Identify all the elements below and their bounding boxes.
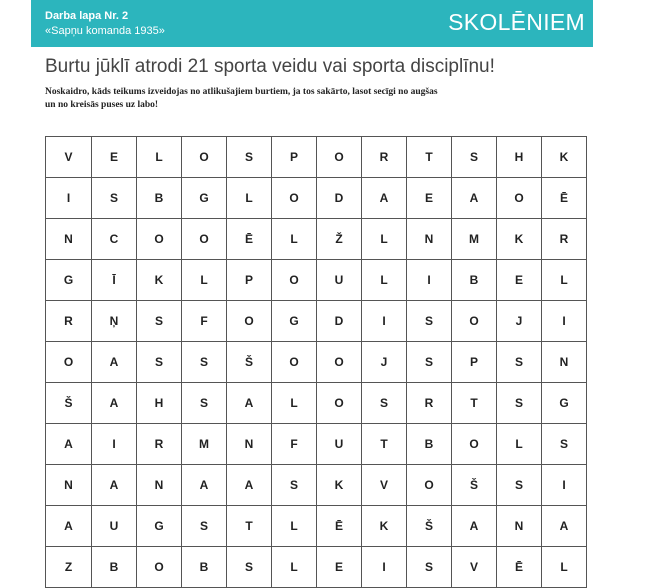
grid-cell: I	[362, 547, 407, 588]
grid-cell: L	[137, 137, 182, 178]
instructions-line-1: Noskaidro, kāds teikums izveidojas no atlikušajiem burtiem, ja tos sakārto, lasot secīgi no augšas	[45, 87, 438, 97]
grid-cell: U	[317, 260, 362, 301]
grid-cell: B	[182, 547, 227, 588]
grid-cell: A	[452, 178, 497, 219]
grid-cell: I	[46, 178, 92, 219]
grid-cell: J	[362, 342, 407, 383]
grid-cell: Ņ	[92, 301, 137, 342]
grid-cell: R	[137, 424, 182, 465]
worksheet-number: Darba lapa Nr. 2	[45, 10, 129, 22]
grid-cell: T	[452, 383, 497, 424]
grid-cell: B	[407, 424, 452, 465]
grid-cell: N	[46, 219, 92, 260]
grid-cell: O	[317, 383, 362, 424]
grid-cell: O	[137, 219, 182, 260]
grid-cell: Š	[46, 383, 92, 424]
grid-cell: O	[452, 301, 497, 342]
grid-cell: A	[46, 506, 92, 547]
grid-cell: I	[92, 424, 137, 465]
grid-cell: Ž	[317, 219, 362, 260]
page-title: Burtu jūklī atrodi 21 sporta veidu vai sporta disciplīnu!	[45, 56, 495, 77]
grid-cell: R	[542, 219, 587, 260]
grid-row	[46, 506, 587, 547]
grid-cell: S	[407, 342, 452, 383]
grid-cell: S	[92, 178, 137, 219]
grid-cell: G	[182, 178, 227, 219]
grid-cell: G	[137, 506, 182, 547]
grid-cell: S	[497, 383, 542, 424]
grid-cell: G	[46, 260, 92, 301]
grid-row	[46, 219, 587, 260]
grid-cell: R	[362, 137, 407, 178]
grid-cell: Ē	[497, 547, 542, 588]
grid-cell: O	[452, 424, 497, 465]
grid-cell: T	[407, 137, 452, 178]
grid-cell: O	[272, 260, 317, 301]
grid-cell: B	[92, 547, 137, 588]
section-label: SKOLĒNIEM	[448, 9, 585, 35]
grid-cell: B	[137, 178, 182, 219]
grid-cell: S	[182, 342, 227, 383]
grid-cell: I	[542, 465, 587, 506]
instructions-line-2: un no kreisās puses uz labo!	[45, 99, 159, 110]
grid-cell: B	[452, 260, 497, 301]
word-search-grid	[45, 136, 587, 588]
grid-cell: O	[182, 219, 227, 260]
grid-cell: I	[407, 260, 452, 301]
grid-cell: H	[497, 137, 542, 178]
grid-cell: S	[407, 547, 452, 588]
grid-cell: N	[137, 465, 182, 506]
grid-cell: L	[227, 178, 272, 219]
grid-cell: A	[362, 178, 407, 219]
grid-cell: S	[362, 383, 407, 424]
grid-cell: A	[227, 383, 272, 424]
grid-cell: A	[92, 383, 137, 424]
grid-cell: S	[137, 301, 182, 342]
grid-cell: O	[137, 547, 182, 588]
grid-cell: S	[497, 342, 542, 383]
grid-cell: S	[272, 465, 317, 506]
grid-cell: P	[227, 260, 272, 301]
grid-cell: L	[362, 219, 407, 260]
grid-cell: P	[272, 137, 317, 178]
grid-cell: N	[542, 342, 587, 383]
grid-cell: J	[497, 301, 542, 342]
grid-cell: V	[452, 547, 497, 588]
grid-cell: Š	[452, 465, 497, 506]
grid-cell: P	[452, 342, 497, 383]
grid-cell: L	[497, 424, 542, 465]
grid-row	[46, 260, 587, 301]
grid-cell: S	[227, 547, 272, 588]
grid-cell: F	[182, 301, 227, 342]
grid-cell: V	[362, 465, 407, 506]
grid-cell: N	[497, 506, 542, 547]
grid-cell: T	[227, 506, 272, 547]
grid-cell: F	[272, 424, 317, 465]
grid-row	[46, 383, 587, 424]
grid-row	[46, 424, 587, 465]
grid-cell: K	[362, 506, 407, 547]
grid-cell: O	[272, 342, 317, 383]
grid-cell: L	[542, 547, 587, 588]
grid-cell: N	[407, 219, 452, 260]
grid-cell: O	[227, 301, 272, 342]
grid-cell: I	[542, 301, 587, 342]
grid-cell: U	[92, 506, 137, 547]
grid-cell: E	[407, 178, 452, 219]
grid-cell: Š	[407, 506, 452, 547]
grid-cell: O	[272, 178, 317, 219]
grid-cell: O	[46, 342, 92, 383]
grid-cell: E	[317, 547, 362, 588]
grid-cell: L	[272, 219, 317, 260]
grid-cell: C	[92, 219, 137, 260]
grid-cell: K	[542, 137, 587, 178]
grid-row	[46, 547, 587, 588]
grid-cell: L	[272, 383, 317, 424]
grid-cell: L	[362, 260, 407, 301]
grid-cell: S	[137, 342, 182, 383]
grid-cell: Ē	[317, 506, 362, 547]
grid-cell: A	[182, 465, 227, 506]
grid-row	[46, 465, 587, 506]
grid-cell: K	[137, 260, 182, 301]
grid-cell: T	[362, 424, 407, 465]
grid-cell: S	[182, 383, 227, 424]
grid-cell: K	[497, 219, 542, 260]
grid-cell: M	[182, 424, 227, 465]
grid-cell: K	[317, 465, 362, 506]
grid-cell: R	[407, 383, 452, 424]
grid-cell: A	[92, 342, 137, 383]
grid-cell: A	[46, 424, 92, 465]
grid-row	[46, 301, 587, 342]
grid-cell: R	[46, 301, 92, 342]
grid-cell: A	[452, 506, 497, 547]
grid-cell: L	[272, 506, 317, 547]
grid-cell: H	[137, 383, 182, 424]
grid-cell: E	[497, 260, 542, 301]
grid-row	[46, 178, 587, 219]
grid-cell: Z	[46, 547, 92, 588]
grid-cell: G	[272, 301, 317, 342]
grid-cell: S	[542, 424, 587, 465]
grid-cell: O	[182, 137, 227, 178]
grid-cell: A	[542, 506, 587, 547]
grid-cell: M	[452, 219, 497, 260]
grid-cell: D	[317, 178, 362, 219]
grid-cell: Š	[227, 342, 272, 383]
grid-cell: I	[362, 301, 407, 342]
grid-cell: A	[92, 465, 137, 506]
grid-cell: U	[317, 424, 362, 465]
grid-cell: L	[182, 260, 227, 301]
grid-cell: N	[227, 424, 272, 465]
grid-cell: O	[497, 178, 542, 219]
grid-cell: L	[272, 547, 317, 588]
grid-row	[46, 137, 587, 178]
grid-cell: S	[497, 465, 542, 506]
instructions	[45, 86, 515, 111]
worksheet-header	[31, 0, 593, 47]
grid-cell: O	[317, 342, 362, 383]
grid-cell: G	[542, 383, 587, 424]
grid-cell: O	[407, 465, 452, 506]
worksheet-subtitle: «Sapņu komanda 1935»	[45, 25, 165, 37]
grid-cell: O	[317, 137, 362, 178]
grid-cell: Ē	[227, 219, 272, 260]
grid-cell: S	[182, 506, 227, 547]
grid-cell: S	[452, 137, 497, 178]
grid-cell: E	[92, 137, 137, 178]
grid-cell: A	[227, 465, 272, 506]
grid-cell: V	[46, 137, 92, 178]
grid-cell: D	[317, 301, 362, 342]
grid-cell: N	[46, 465, 92, 506]
grid-cell: S	[407, 301, 452, 342]
grid-cell: S	[227, 137, 272, 178]
grid-cell: Ē	[542, 178, 587, 219]
grid-cell: L	[542, 260, 587, 301]
grid-row	[46, 342, 587, 383]
grid-cell: Ī	[92, 260, 137, 301]
